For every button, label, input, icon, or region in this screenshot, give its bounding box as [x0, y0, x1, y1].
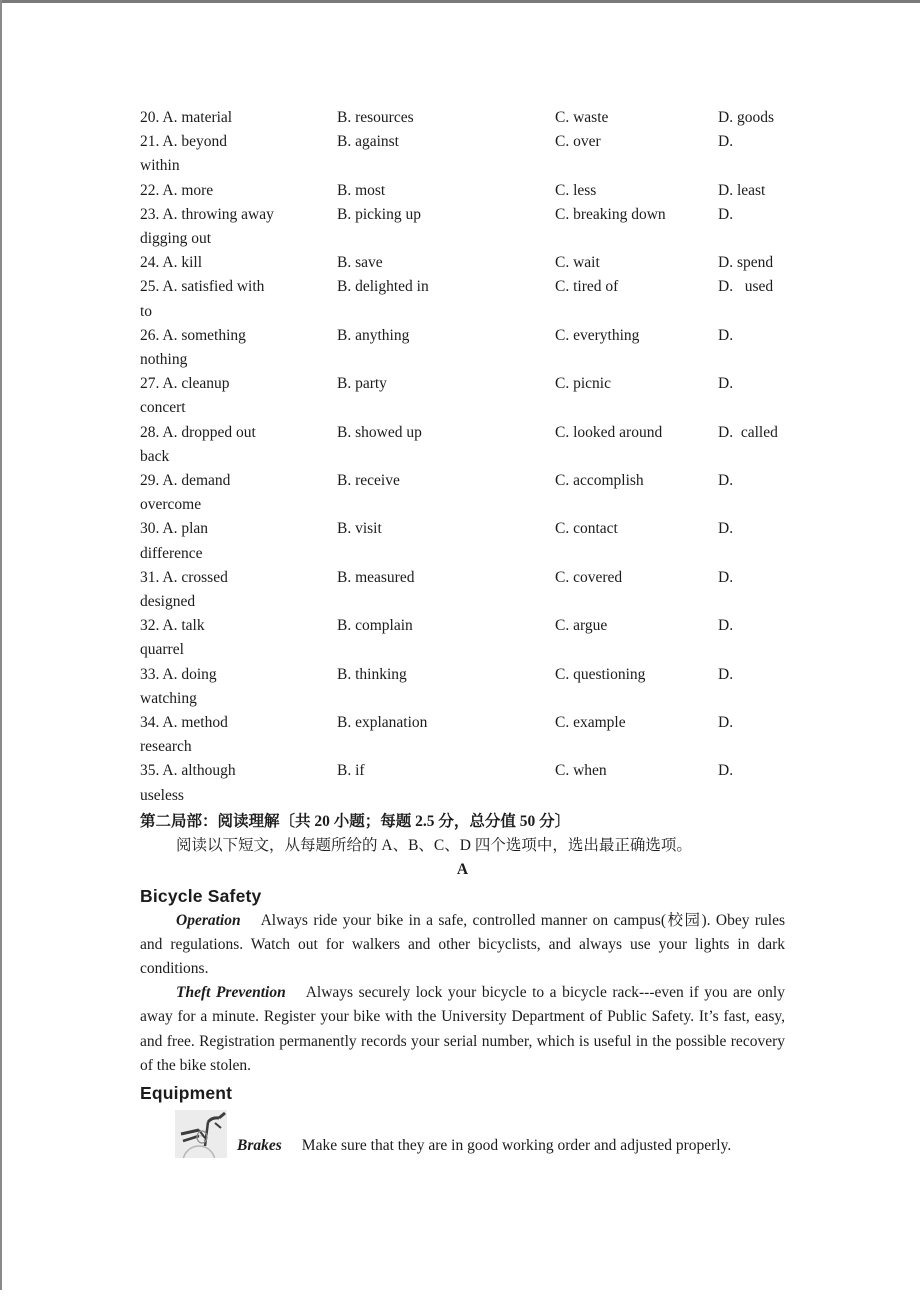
- theft-prevention-paragraph: [140, 981, 785, 1078]
- option-d-wrapped-word: concert: [140, 399, 186, 417]
- option-d: D.: [718, 133, 734, 151]
- option-d-wrapped-word: useless: [140, 786, 184, 804]
- option-b: B. delighted in: [337, 278, 429, 296]
- option-b: B. explanation: [337, 714, 428, 732]
- question-block: [140, 469, 785, 517]
- option-d-wrapped-word: back: [140, 447, 170, 465]
- option-b: B. visit: [337, 520, 382, 538]
- option-a: 21. A. beyond: [140, 133, 227, 151]
- question-row: [140, 275, 785, 299]
- option-c: C. over: [555, 133, 601, 151]
- option-d-wrapped-word: watching: [140, 689, 197, 707]
- option-d: D. goods: [718, 109, 774, 126]
- section-heading: 第二局部：阅读理解〔共 20 小题；每题 2.5 分，总分值 50 分〕: [140, 812, 571, 830]
- option-c: C. breaking down: [555, 205, 666, 223]
- option-a: 27. A. cleanup: [140, 375, 230, 393]
- brakes-lead: Brakes: [237, 1136, 282, 1154]
- option-c: C. contact: [555, 520, 618, 538]
- option-a: 25. A. satisfied with: [140, 278, 265, 296]
- option-c: C. questioning: [555, 665, 646, 683]
- option-c: C. picnic: [555, 375, 611, 393]
- question-row: [140, 469, 785, 493]
- option-d: D.: [718, 520, 734, 538]
- question-block: [140, 663, 785, 711]
- question-block: [140, 275, 785, 323]
- option-c: C. less: [555, 181, 597, 199]
- question-block: [140, 421, 785, 469]
- option-b: B. most: [337, 181, 386, 199]
- passage-label: A: [456, 861, 469, 879]
- option-d-wrapped-word: within: [140, 157, 180, 175]
- question-row: [140, 421, 785, 445]
- option-d: D. least: [718, 181, 766, 199]
- question-block: [140, 251, 785, 275]
- option-b: B. anything: [337, 326, 410, 344]
- operation-paragraph: [140, 909, 785, 982]
- option-c: C. accomplish: [555, 472, 644, 490]
- option-d-wrapped-word: digging out: [140, 230, 212, 248]
- option-c: C. argue: [555, 617, 608, 635]
- option-a: 23. A. throwing away: [140, 205, 274, 223]
- option-b: B. if: [337, 762, 365, 780]
- option-a: 24. A. kill: [140, 254, 203, 272]
- option-b: B. showed up: [337, 423, 422, 441]
- option-a: 20. A. material: [140, 109, 233, 126]
- option-b: B. party: [337, 375, 387, 393]
- brakes-text: Make sure that they are in good working order and adjusted properly.: [301, 1136, 732, 1154]
- option-c: C. covered: [555, 568, 623, 586]
- option-a: 33. A. doing: [140, 665, 217, 683]
- option-c: C. everything: [555, 326, 640, 344]
- question-block: [140, 711, 785, 759]
- option-d-wrapped-word: to: [140, 302, 153, 320]
- section-instruction: 阅读以下短文，从每题所给的 A、B、C、D 四个选项中，选出最正确选项。: [176, 837, 692, 855]
- question-row: [140, 663, 785, 687]
- question-row: [140, 566, 785, 590]
- page-left-edge: [0, 0, 2, 1290]
- option-b: B. against: [337, 133, 399, 151]
- bicycle-brakes-image: [175, 1110, 227, 1158]
- option-d-wrapped-word: quarrel: [140, 641, 184, 659]
- question-row: [140, 106, 785, 130]
- operation-lead: Operation: [176, 911, 241, 929]
- option-a: 22. A. more: [140, 181, 214, 199]
- question-block: [140, 517, 785, 565]
- theft-prevention-lead: Theft Prevention: [176, 984, 286, 1002]
- option-c: C. looked around: [555, 423, 663, 441]
- question-row: [140, 130, 785, 154]
- option-c: C. wait: [555, 254, 600, 272]
- passage-title: Bicycle Safety: [140, 885, 262, 906]
- option-d-wrapped-word: designed: [140, 593, 196, 611]
- question-block: [140, 372, 785, 420]
- option-b: B. resources: [337, 109, 414, 126]
- option-d: D.: [718, 714, 734, 732]
- option-a: 29. A. demand: [140, 472, 231, 490]
- option-d: D.: [718, 326, 734, 344]
- theft-prevention-text: Always securely lock your bicycle to a bicycle rack---even if you are only away for a minute. Register your bike with the University Department of Public Safety. It’s fast, easy, and free. Registration permanently records your serial number, which is useful in the possible recovery of the bike stolen.: [140, 984, 785, 1074]
- brakes-item: [175, 1110, 785, 1158]
- option-c: C. when: [555, 762, 607, 780]
- option-d-wrapped-word: difference: [140, 544, 203, 562]
- brakes-line: [237, 1134, 731, 1158]
- question-row: [140, 614, 785, 638]
- option-d: D.: [718, 568, 734, 586]
- option-d-wrapped-word: overcome: [140, 496, 202, 514]
- question-row: [140, 759, 785, 783]
- option-d: D. used: [718, 278, 774, 296]
- option-a: 34. A. method: [140, 714, 228, 732]
- question-block: [140, 566, 785, 614]
- option-d: D. called: [718, 423, 778, 441]
- option-a: 30. A. plan: [140, 520, 209, 538]
- option-d: D.: [718, 205, 734, 223]
- question-block: [140, 759, 785, 807]
- option-a: 35. A. although: [140, 762, 236, 780]
- option-b: B. complain: [337, 617, 413, 635]
- option-d: D.: [718, 375, 734, 393]
- question-row: [140, 203, 785, 227]
- option-c: C. tired of: [555, 278, 619, 296]
- operation-text: Always ride your bike in a safe, controlled manner on campus(校园). Obey rules and regulations. Watch out for walkers and other bicyclists, and always use your lights in dark conditions.: [140, 911, 785, 977]
- question-row: [140, 517, 785, 541]
- question-row: [140, 251, 785, 275]
- document-content: [140, 106, 785, 1158]
- option-d: D. spend: [718, 254, 774, 272]
- equipment-heading: Equipment: [140, 1082, 233, 1103]
- option-b: B. thinking: [337, 665, 407, 683]
- question-block: [140, 130, 785, 178]
- option-d: D.: [718, 472, 734, 490]
- option-b: B. measured: [337, 568, 415, 586]
- option-c: C. example: [555, 714, 626, 732]
- question-row: [140, 372, 785, 396]
- option-a: 28. A. dropped out: [140, 423, 256, 441]
- option-d: D.: [718, 762, 734, 780]
- question-block: [140, 106, 785, 130]
- option-a: 32. A. talk: [140, 617, 205, 635]
- option-a: 26. A. something: [140, 326, 246, 344]
- option-b: B. save: [337, 254, 383, 272]
- question-block: [140, 203, 785, 251]
- page-top-edge: [0, 0, 920, 3]
- option-d: D.: [718, 665, 734, 683]
- option-c: C. waste: [555, 109, 609, 126]
- option-d-wrapped-word: research: [140, 738, 192, 756]
- option-d-wrapped-word: nothing: [140, 351, 188, 369]
- question-row: [140, 711, 785, 735]
- question-row: [140, 179, 785, 203]
- option-a: 31. A. crossed: [140, 568, 228, 586]
- question-block: [140, 614, 785, 662]
- option-b: B. picking up: [337, 205, 421, 223]
- question-block: [140, 179, 785, 203]
- option-b: B. receive: [337, 472, 400, 490]
- question-block: [140, 324, 785, 372]
- question-list: [140, 106, 785, 808]
- question-row: [140, 324, 785, 348]
- option-d: D.: [718, 617, 734, 635]
